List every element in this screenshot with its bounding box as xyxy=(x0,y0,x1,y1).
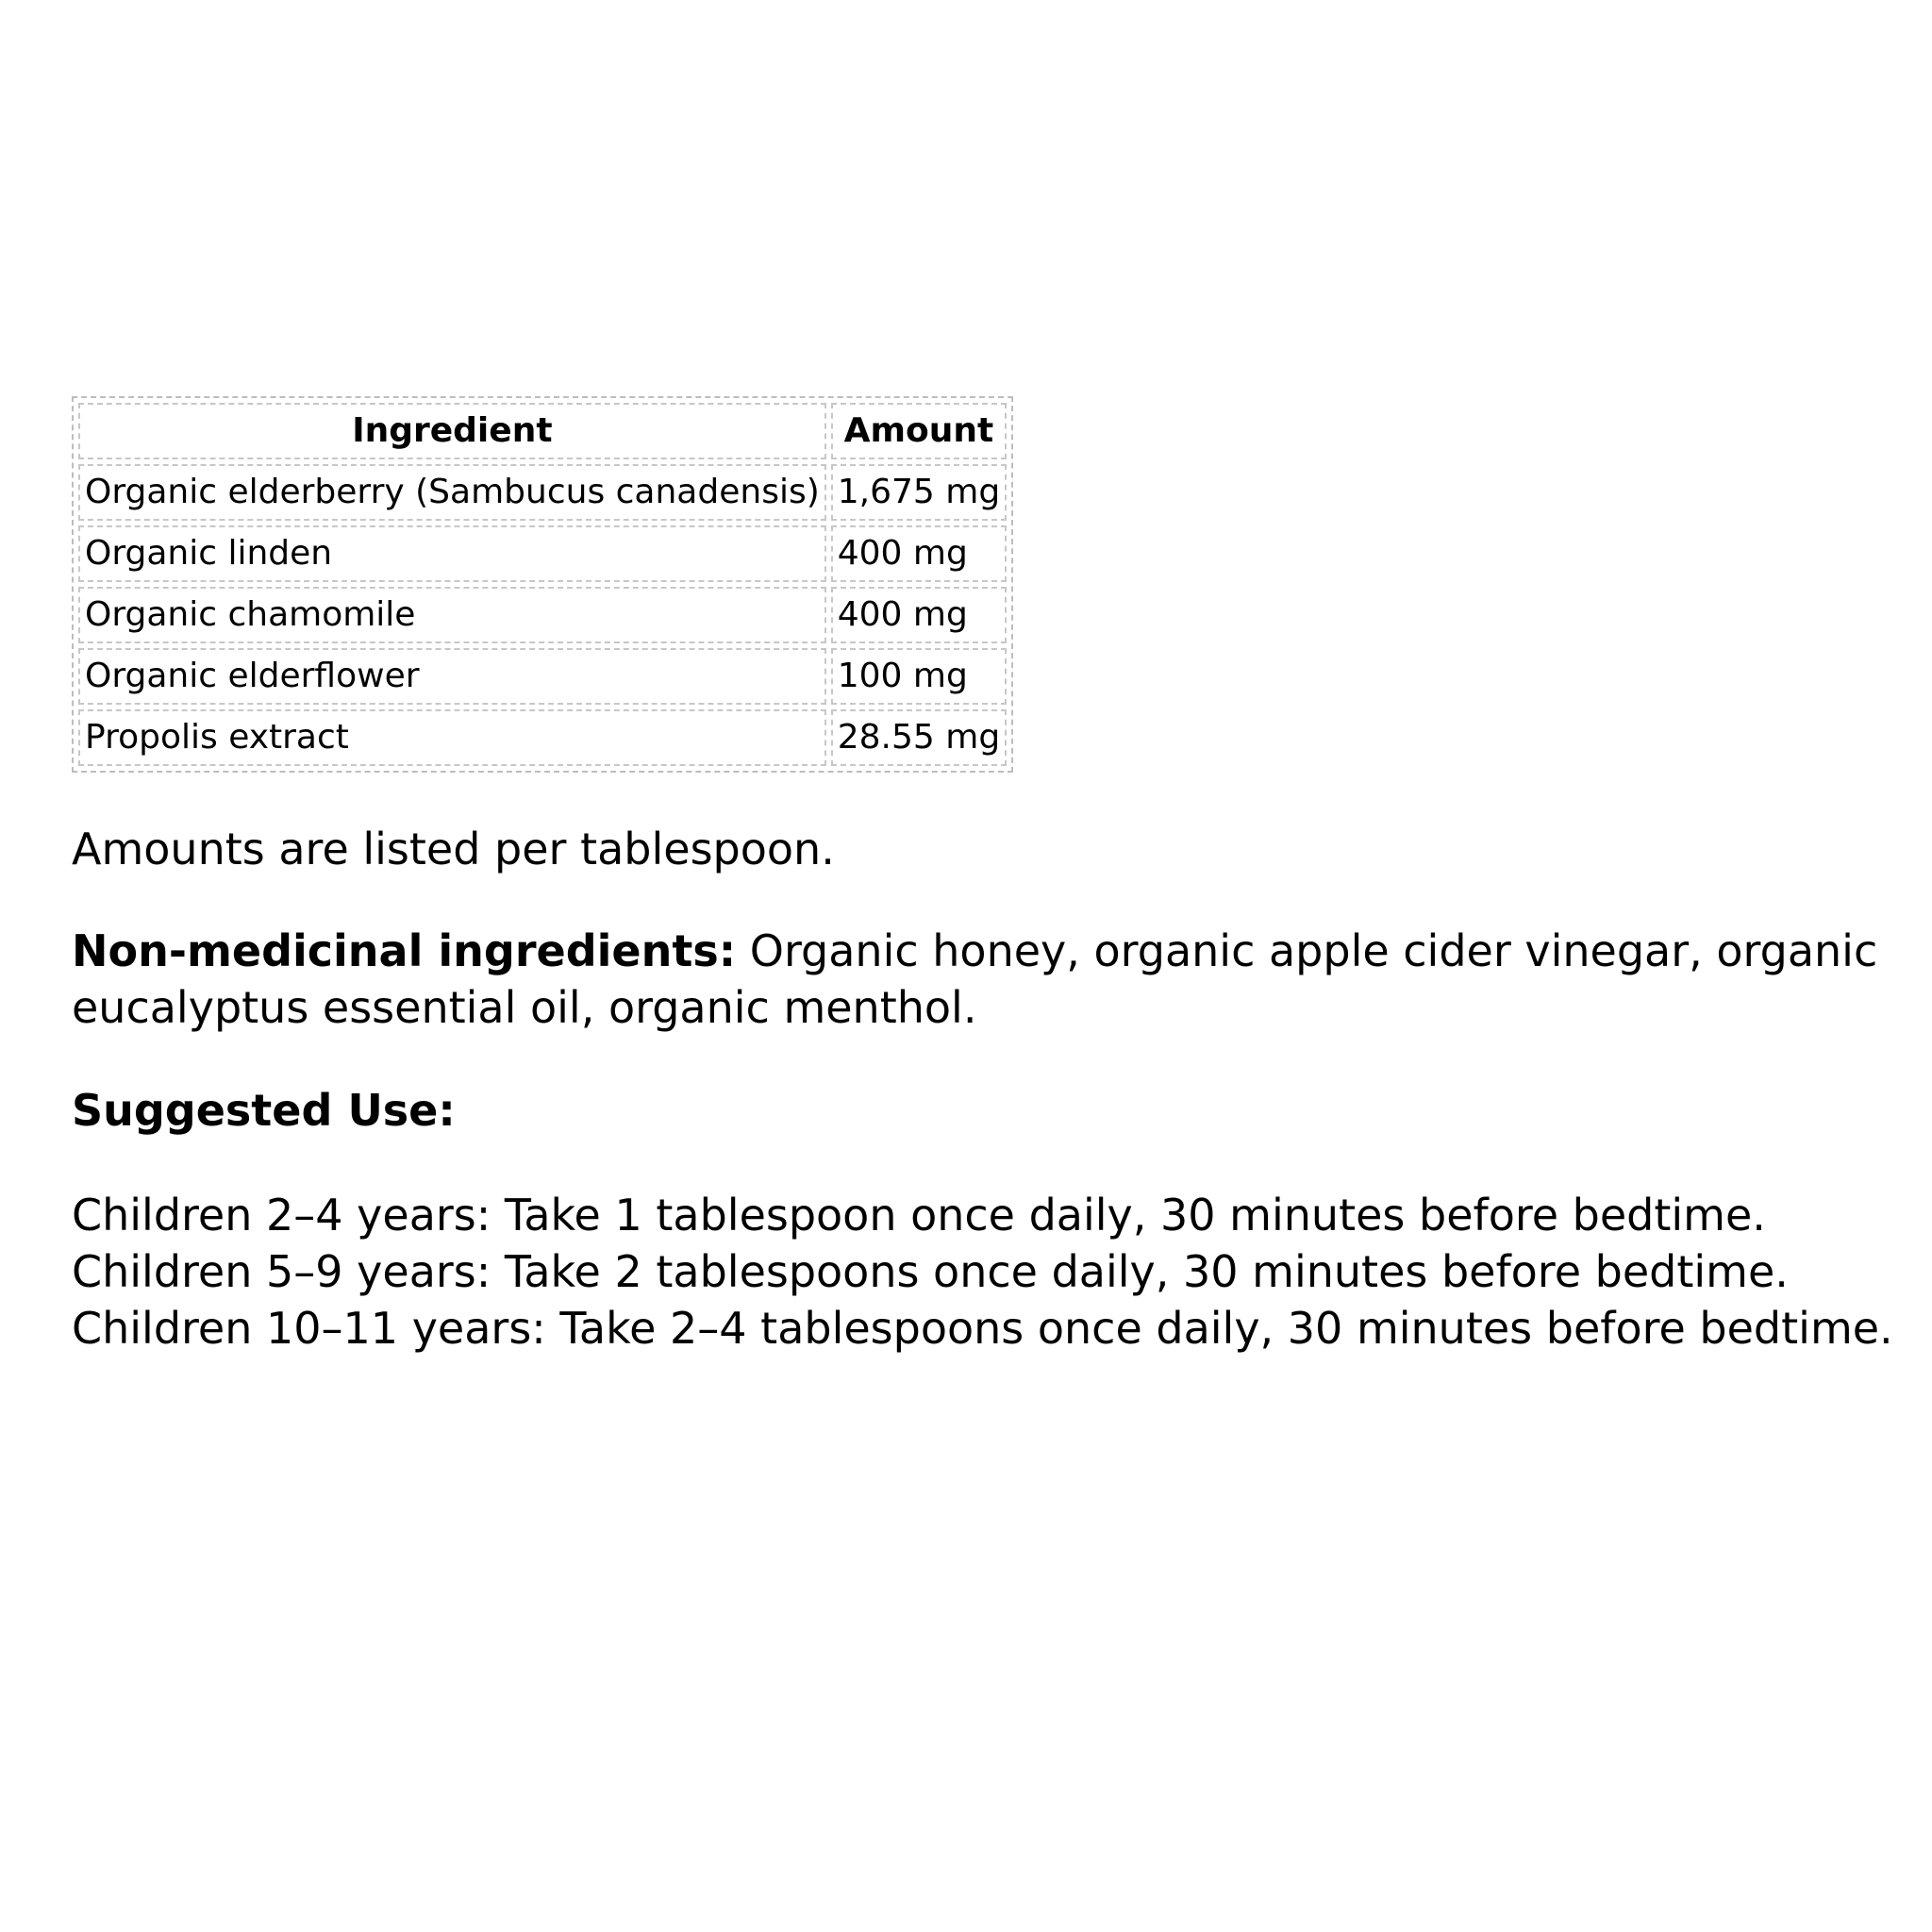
amount-cell: 28.55 mg xyxy=(831,709,1007,766)
table-row xyxy=(78,464,1007,521)
amounts-note: Amounts are listed per tablespoon. xyxy=(72,824,835,874)
suggested-use-heading: Suggested Use: xyxy=(72,1085,456,1137)
amount-column-header: Amount xyxy=(831,403,1007,459)
use-line-children-5-9: Children 5–9 years: Take 2 tablespoons once daily, 30 minutes before bedtime. xyxy=(72,1246,1789,1298)
table-row xyxy=(78,709,1007,766)
ingredient-cell: Organic elderberry (Sambucus canadensis) xyxy=(78,464,826,521)
amount-cell: 400 mg xyxy=(831,587,1007,643)
non-medicinal-text: Organic honey, organic apple cider vinegar, organic eucalyptus essential oil, organic menthol. xyxy=(72,924,1878,1033)
table-header-row xyxy=(78,403,1007,459)
table-row xyxy=(78,648,1007,705)
use-line-children-2-4: Children 2–4 years: Take 1 tablespoon once daily, 30 minutes before bedtime. xyxy=(72,1190,1766,1241)
ingredient-cell: Organic chamomile xyxy=(78,587,826,643)
amount-cell: 400 mg xyxy=(831,525,1007,582)
ingredient-cell: Propolis extract xyxy=(78,709,826,766)
product-info xyxy=(72,396,1902,1357)
non-medicinal-ingredients xyxy=(72,924,1902,1037)
ingredient-cell: Organic elderflower xyxy=(78,648,826,705)
use-line-children-10-11: Children 10–11 years: Take 2–4 tablespoons once daily, 30 minutes before bedtime. xyxy=(72,1303,1893,1355)
table-row xyxy=(78,587,1007,643)
ingredient-cell: Organic linden xyxy=(78,525,826,582)
suggested-use-instructions xyxy=(72,1187,1902,1357)
ingredients-table xyxy=(72,396,1013,773)
non-medicinal-label: Non-medicinal ingredients: xyxy=(72,924,737,976)
ingredient-column-header: Ingredient xyxy=(78,403,826,459)
amount-cell: 100 mg xyxy=(831,648,1007,705)
table-row xyxy=(78,525,1007,582)
amount-cell: 1,675 mg xyxy=(831,464,1007,521)
